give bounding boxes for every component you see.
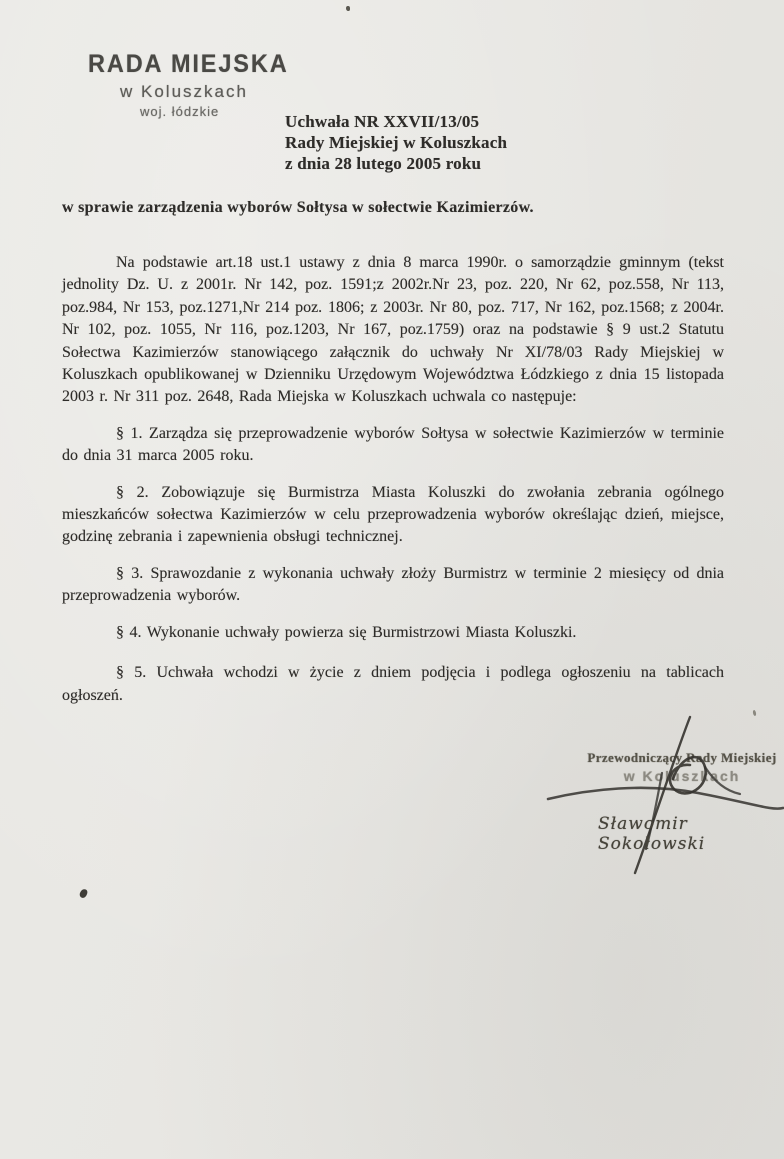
scan-speck-right [752, 710, 756, 716]
legal-basis-paragraph: Na podstawie art.18 ust.1 ustawy z dnia 8 marca 1990r. o samorządzie gminnym (tekst jednolity Dz. U. z 2001r. Nr 142, poz. 1591;z 2002r.Nr 23, poz. 220, Nr 62, poz.558, Nr 113, poz.984, Nr 153, poz.1271,Nr 214 poz. 1806; z 2003r. Nr 80, poz. 717, Nr 162, poz.1568; z 2004r. Nr 102, poz. 1055, Nr 116, poz.1203, Nr 167, poz.1759) oraz na podstawie § 9 ust.2 Statutu Sołectwa Kazimierzów stanowiącego załącznik do uchwały Nr XI/78/03 Rady Miejskiej w Koluszkach opublikowanej w Dzienniku Urzędowym Województwa Łódzkiego z dnia 15 listopada 2003 r. Nr 311 poz. 2648, Rada Miejska w Koluszkach uchwala co następuje: [62, 254, 724, 406]
paragraph-1: § 1. Zarządza się przeprowadzenie wyborów Sołtysa w sołectwie Kazimierzów w terminie do dnia 31 marca 2005 roku. [62, 424, 724, 465]
resolution-date: z dnia 28 lutego 2005 roku [285, 154, 482, 173]
paragraph-3: § 3. Sprawozdanie z wykonania uchwały złoży Burmistrz w terminie 2 miesięcy od dnia przeprowadzenia wyborów. [62, 564, 724, 605]
scan-speck-top [346, 6, 350, 11]
stamp-city: w Koluszkach [120, 82, 248, 101]
scan-speck-bottom [79, 888, 88, 899]
stamp-region: woj. łódzkie [140, 104, 220, 119]
stamp-org-name: RADA MIEJSKA [88, 50, 289, 78]
signer-name: Sławomir Sokołowski [598, 814, 706, 854]
signature-title-stamp [580, 748, 784, 786]
resolution-subject: w sprawie zarządzenia wyborów Sołtysa w sołectwie Kazimierzów. [62, 199, 534, 216]
office-header-stamp [88, 50, 301, 119]
paragraph-5: § 5. Uchwała wchodzi w życie z dniem podjęcia i podlega ogłoszeniu na tablicach ogłoszeń. [62, 664, 724, 704]
resolution-title-block [285, 111, 507, 174]
signature-title-line1: Przewodniczący Rady Miejskiej [587, 750, 777, 765]
paragraph-4: § 4. Wykonanie uchwały powierza się Burmistrzowi Miasta Koluszki. [116, 623, 577, 641]
paragraph-2: § 2. Zobowiązuje się Burmistrza Miasta Koluszki do zwołania zebrania ogólnego mieszkańców sołectwa Kazimierzów w celu przeprowadzenia wyborów określając dzień, miejsce, godzinę zebrania i zapewnienia obsługi technicznej. [62, 483, 724, 546]
resolution-body [62, 252, 724, 725]
signature-title-line2: w Koluszkach [623, 768, 741, 784]
resolution-issuer: Rady Miejskiej w Koluszkach [285, 133, 508, 152]
resolution-number: Uchwała NR XXVII/13/05 [285, 112, 480, 131]
